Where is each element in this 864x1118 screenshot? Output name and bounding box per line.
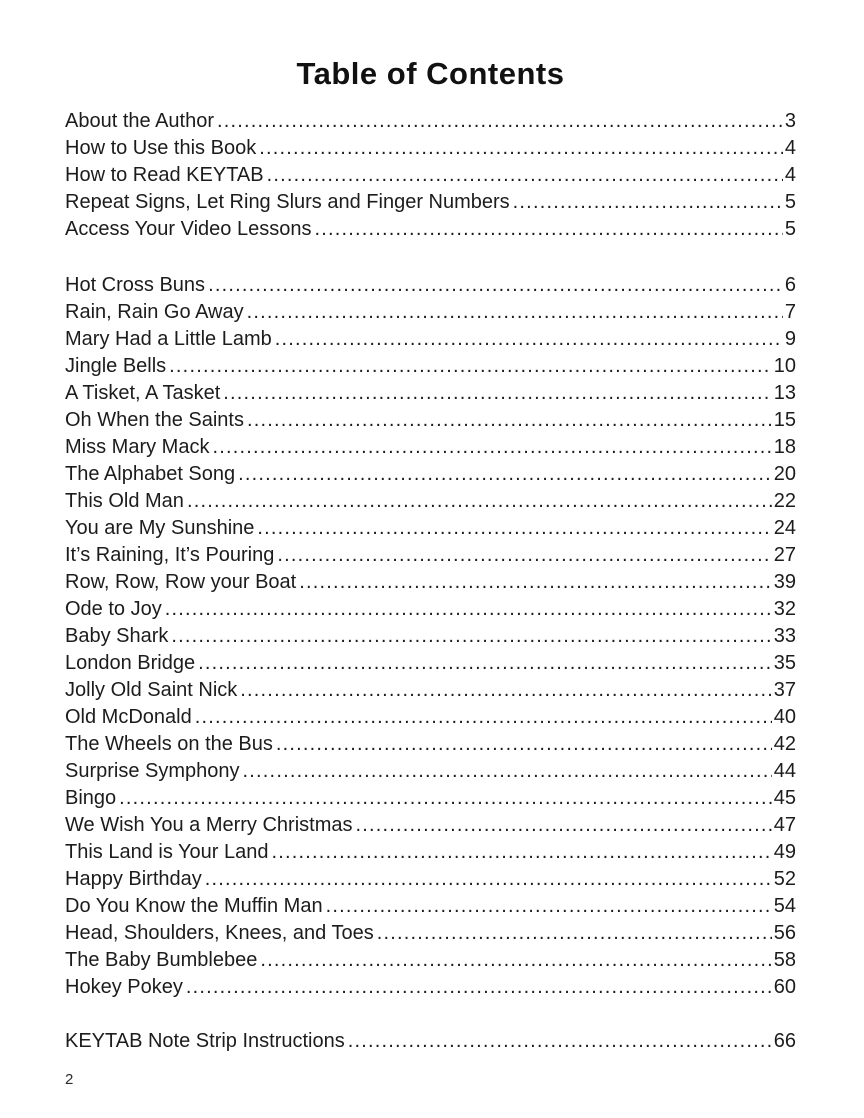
toc-entry <box>65 216 796 243</box>
toc-entry <box>65 135 796 162</box>
dot-leader <box>212 434 771 461</box>
page-title: Table of Contents <box>296 56 565 91</box>
toc-entry-page: 4 <box>784 137 796 159</box>
dot-leader <box>243 758 772 785</box>
toc-entry <box>65 839 796 866</box>
dot-leader <box>513 189 783 216</box>
dot-leader <box>208 272 783 299</box>
dot-leader <box>260 947 771 974</box>
toc-entry <box>65 866 796 893</box>
toc-entry <box>65 677 796 704</box>
toc-entry <box>65 162 796 189</box>
toc-entry <box>65 272 796 299</box>
toc-entry-title: We Wish You a Merry Christmas <box>65 814 353 836</box>
dot-leader <box>119 785 772 812</box>
toc-entry-title: Access Your Video Lessons <box>65 218 312 240</box>
dot-leader <box>165 596 772 623</box>
dot-leader <box>217 108 783 135</box>
toc-entry-page: 54 <box>773 895 796 917</box>
toc-entry-title: You are My Sunshine <box>65 517 255 539</box>
toc-entry <box>65 407 796 434</box>
toc-entry-page: 6 <box>784 274 796 296</box>
toc-entry-title: The Alphabet Song <box>65 463 236 485</box>
toc-entry-page: 60 <box>773 976 796 998</box>
toc-entry-page: 39 <box>773 571 796 593</box>
dot-leader <box>238 461 772 488</box>
dot-leader <box>205 866 772 893</box>
toc-entry-page: 18 <box>773 436 796 458</box>
toc-entry-page: 5 <box>784 191 796 213</box>
toc-entry-title: This Land is Your Land <box>65 841 269 863</box>
dot-leader <box>326 893 772 920</box>
toc-entry-title: A Tisket, A Tasket <box>65 382 221 404</box>
toc-entry-title: How to Use this Book <box>65 137 257 159</box>
toc-entry <box>65 108 796 135</box>
toc-entry-title: KEYTAB Note Strip Instructions <box>65 1030 345 1052</box>
toc-entry-title: The Baby Bumblebee <box>65 949 258 971</box>
dot-leader <box>247 407 772 434</box>
toc-entry-title: Hot Cross Buns <box>65 274 206 296</box>
toc-entry-title: Mary Had a Little Lamb <box>65 328 272 350</box>
toc-entry-page: 7 <box>784 301 796 323</box>
toc-entry-title: Row, Row, Row your Boat <box>65 571 297 593</box>
dot-leader <box>259 135 783 162</box>
toc-entry-title: Baby Shark <box>65 625 169 647</box>
toc-entry-page: 24 <box>773 517 796 539</box>
toc-entry-title: Ode to Joy <box>65 598 162 620</box>
toc-entry-page: 45 <box>773 787 796 809</box>
toc-entry-title: Miss Mary Mack <box>65 436 210 458</box>
toc-entry <box>65 623 796 650</box>
toc-entry-page: 56 <box>773 922 796 944</box>
toc-entry <box>65 920 796 947</box>
toc-entry <box>65 947 796 974</box>
toc-entry-page: 3 <box>784 110 796 132</box>
toc-entry-title: Happy Birthday <box>65 868 202 890</box>
toc-entry <box>65 812 796 839</box>
toc-entry-page: 27 <box>773 544 796 566</box>
toc-entry <box>65 785 796 812</box>
dot-leader <box>198 650 772 677</box>
dot-leader <box>257 515 771 542</box>
toc-entry <box>65 299 796 326</box>
dot-leader <box>195 704 772 731</box>
toc-entry-title: Surprise Symphony <box>65 760 240 782</box>
dot-leader <box>247 299 783 326</box>
dot-leader <box>276 731 772 758</box>
toc-entry <box>65 974 796 1001</box>
toc-entry <box>65 569 796 596</box>
toc-entry-title: The Wheels on the Bus <box>65 733 273 755</box>
toc-songs-section <box>65 272 796 1001</box>
toc-entry-page: 15 <box>773 409 796 431</box>
toc-entry-title: Do You Know the Muffin Man <box>65 895 323 917</box>
dot-leader <box>171 623 771 650</box>
page-number: 2 <box>65 1071 74 1088</box>
toc-entry-title: About the Author <box>65 110 215 132</box>
toc-entry-title: Old McDonald <box>65 706 192 728</box>
toc-entry-page: 37 <box>773 679 796 701</box>
toc-entry-page: 9 <box>784 328 796 350</box>
dot-leader <box>223 380 771 407</box>
toc-entry-page: 20 <box>773 463 796 485</box>
toc-entry <box>65 893 796 920</box>
toc-entry-page: 49 <box>773 841 796 863</box>
dot-leader <box>348 1028 772 1055</box>
toc-entry-title: Jingle Bells <box>65 355 167 377</box>
toc-entry <box>65 542 796 569</box>
toc-entry-page: 4 <box>784 164 796 186</box>
toc-entry-page: 35 <box>773 652 796 674</box>
toc-entry-title: Oh When the Saints <box>65 409 244 431</box>
toc-entry <box>65 326 796 353</box>
toc-entry <box>65 596 796 623</box>
toc-entry <box>65 704 796 731</box>
toc-entry-page: 52 <box>773 868 796 890</box>
toc-entry <box>65 461 796 488</box>
toc-entry <box>65 758 796 785</box>
toc-entry <box>65 353 796 380</box>
toc-entry <box>65 488 796 515</box>
toc-entry-title: How to Read KEYTAB <box>65 164 264 186</box>
dot-leader <box>356 812 772 839</box>
dot-leader <box>169 353 772 380</box>
dot-leader <box>314 216 782 243</box>
toc-entry-page: 22 <box>773 490 796 512</box>
dot-leader <box>187 488 772 515</box>
toc-entry <box>65 380 796 407</box>
toc-entry-page: 10 <box>773 355 796 377</box>
toc-entry-page: 32 <box>773 598 796 620</box>
dot-leader <box>275 326 783 353</box>
toc-back-matter-section <box>65 1028 796 1055</box>
toc-entry <box>65 434 796 461</box>
toc-entry-title: Bingo <box>65 787 117 809</box>
toc-entry-title: Repeat Signs, Let Ring Slurs and Finger Numbers <box>65 191 510 213</box>
toc-front-matter-section <box>65 108 796 243</box>
toc-entry-title: Hokey Pokey <box>65 976 183 998</box>
toc-entry-page: 13 <box>773 382 796 404</box>
toc-entry-page: 42 <box>773 733 796 755</box>
toc-entry-title: Head, Shoulders, Knees, and Toes <box>65 922 374 944</box>
dot-leader <box>267 162 783 189</box>
toc-entry <box>65 1028 796 1055</box>
toc-entry-page: 40 <box>773 706 796 728</box>
toc-entry <box>65 515 796 542</box>
dot-leader <box>299 569 772 596</box>
toc-entry-page: 47 <box>773 814 796 836</box>
toc-entry <box>65 189 796 216</box>
toc-entry-page: 58 <box>773 949 796 971</box>
dot-leader <box>186 974 772 1001</box>
dot-leader <box>272 839 772 866</box>
toc-entry-title: It’s Raining, It’s Pouring <box>65 544 275 566</box>
toc-entry-title: Jolly Old Saint Nick <box>65 679 238 701</box>
toc-entry-page: 66 <box>773 1030 796 1052</box>
toc-entry-title: This Old Man <box>65 490 184 512</box>
dot-leader <box>377 920 772 947</box>
toc-entry-page: 44 <box>773 760 796 782</box>
toc-entry-page: 5 <box>784 218 796 240</box>
dot-leader <box>240 677 771 704</box>
toc-entry-title: Rain, Rain Go Away <box>65 301 244 323</box>
toc-entry <box>65 731 796 758</box>
dot-leader <box>277 542 771 569</box>
toc-entry <box>65 650 796 677</box>
toc-entry-title: London Bridge <box>65 652 196 674</box>
toc-entry-page: 33 <box>773 625 796 647</box>
